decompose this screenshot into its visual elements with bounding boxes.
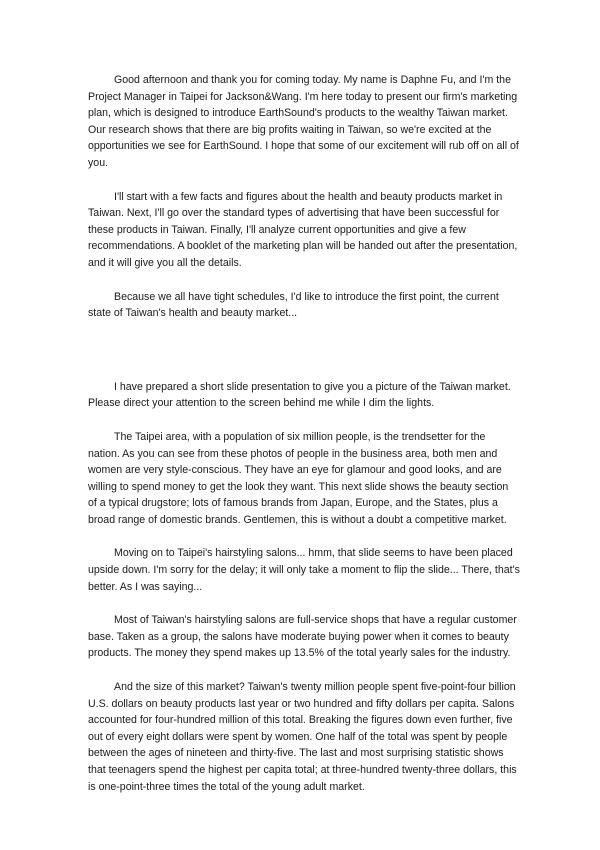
paragraph-gap xyxy=(88,595,520,612)
paragraph-market-size: And the size of this market? Taiwan's twenty million people spent five-point-four billion U.S. dollars on beauty products last year or two hundred and fifty dollars per capita. Salons accounted for four-hundred million of this total. Breaking the figures down even further, five out of every eight dollars were spent by women. One half of the total was spent by people between the ages of nineteen and thirty-five. The last and most surprising statistic shows that teenagers spend the highest per capita total; at three-hundred twenty-three dollars, this is one-point-three times the total of the young adult market. xyxy=(88,681,517,793)
document-page xyxy=(88,72,520,795)
paragraph-first-point: Because we all have tight schedules, I'd like to introduce the first point, the current state of Taiwan's health and beauty market... xyxy=(88,290,499,320)
paragraph-gap xyxy=(88,172,520,189)
paragraph-gap xyxy=(88,528,520,545)
paragraph-slide-intro: I have prepared a short slide presentation to give you a picture of the Taiwan market. Please direct your attention to the screen behind me while I dim the lights. xyxy=(88,380,511,410)
paragraph-gap xyxy=(88,272,520,289)
paragraph-taipei-area: The Taipei area, with a population of six million people, is the trendsetter for the nation. As you can see from these photos of people in the business area, both men and women are very style-conscious. They have an eye for glamour and good looks, and are willing to spend money to get the look they want. This next slide shows the beauty section of a typical drugstore; lots of famous brands from Japan, Europe, and the States, plus a broad range of domestic brands. Gentlemen, this is without a doubt a competitive market. xyxy=(88,430,509,526)
paragraph-gap xyxy=(88,662,520,679)
paragraph-intro: Good afternoon and thank you for coming today. My name is Daphne Fu, and I'm the Project Manager in Taipei for Jackson&Wang. I'm here today to present our firm's marketing plan, which is designed to introduce EarthSound's products to the wealthy Taiwan market. Our research shows that there are big profits waiting in Taiwan, so we're excited at the opportunities we see for EarthSound. I hope that some of our excitement will rub off on all of you. xyxy=(88,74,519,169)
section-gap xyxy=(88,322,520,379)
paragraph-salons-slide: Moving on to Taipei's hairstyling salons... hmm, that slide seems to have been placed upside down. I'm sorry for the delay; it will only take a moment to flip the slide... There, that's better. As I was saying... xyxy=(88,547,520,593)
paragraph-gap xyxy=(88,412,520,429)
paragraph-salons: Most of Taiwan's hairstyling salons are full-service shops that have a regular customer base. Taken as a group, the salons have moderate buying power when it comes to beauty products. The money they spend makes up 13.5% of the total yearly sales for the industry. xyxy=(88,614,517,660)
paragraph-agenda: I'll start with a few facts and figures about the health and beauty products market in Taiwan. Next, I'll go over the standard types of advertising that have been successful for these products in Taiwan. Finally, I'll analyze current opportunities and give a few recommendations. A booklet of the marketing plan will be handed out after the presentation, and it will give you all the details. xyxy=(88,190,518,269)
